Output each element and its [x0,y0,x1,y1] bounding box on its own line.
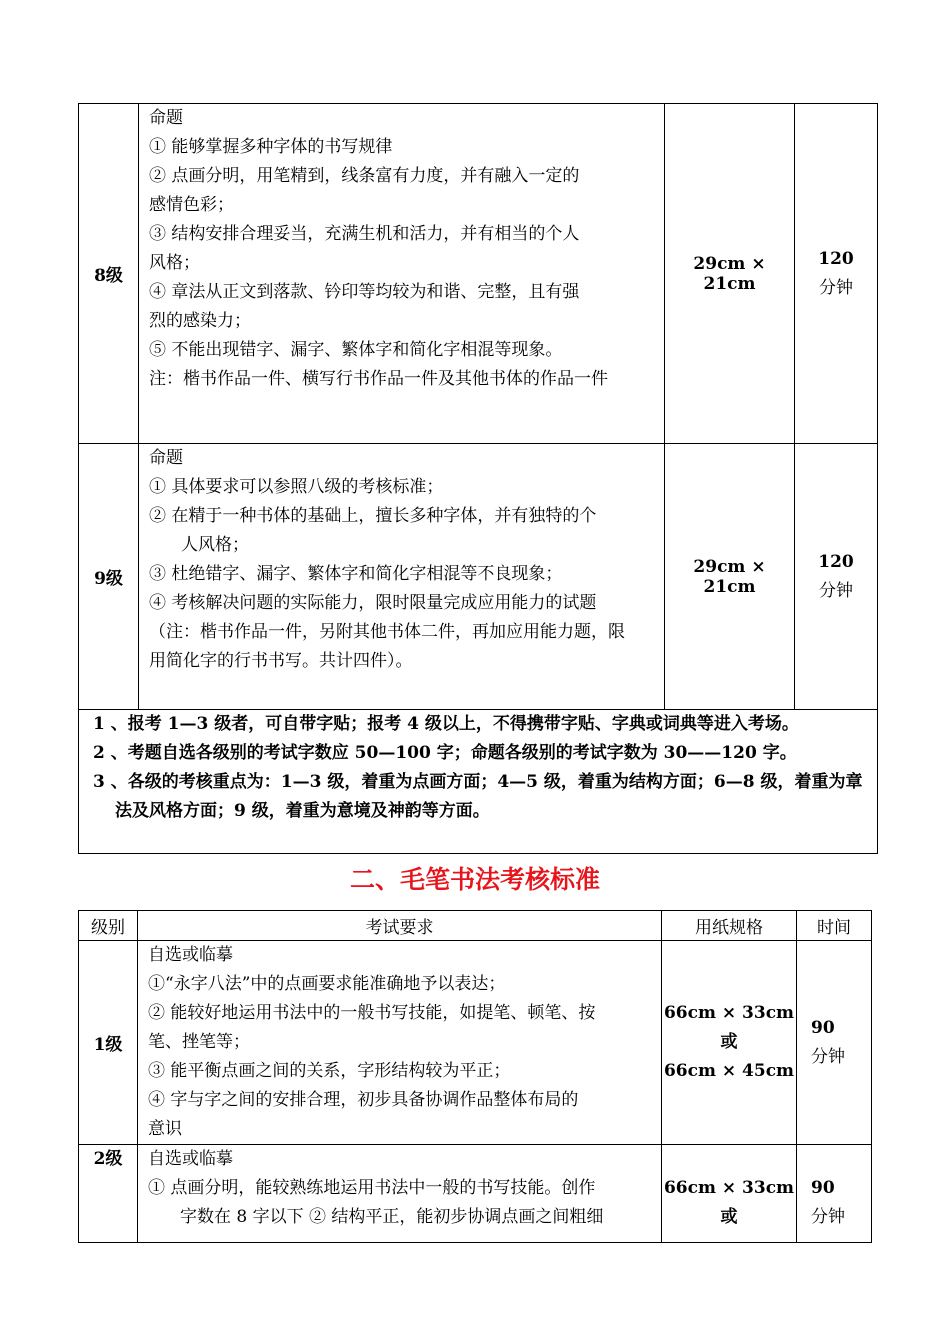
header-time: 时间 [797,911,872,941]
req-line: ④ 字与字之间的安排合理，初步具备协调作品整体布局的 [148,1090,579,1110]
level-cell: 8级 [79,104,139,444]
requirements-cell [138,1145,662,1243]
level-cell: 9级 [79,444,139,710]
note-line: 2 、考题自选各级别的考试字数应 50—100 字；命题各级别的考试字数为 30——120 字。 [93,743,797,763]
table-row-level-9 [79,444,878,710]
requirements-cell [139,444,665,710]
req-line: 烈的感染力； [149,311,251,331]
notes-row [79,710,878,854]
header-requirements: 考试要求 [138,911,662,941]
paper-size-line: 66cm × 33cm [663,1003,795,1023]
time-cell [795,104,878,444]
table-row-level-1 [79,941,872,1145]
time-unit: 分钟 [811,1207,845,1227]
req-line: 命题 [149,108,183,128]
req-line: ① 具体要求可以参照八级的考核标准； [149,477,444,497]
time-unit: 分钟 [819,277,853,298]
level-cell: 1级 [79,941,138,1145]
req-line: 风格； [149,253,200,273]
time-unit: 分钟 [819,580,853,601]
req-line: ③ 能平衡点画之间的关系，字形结构较为平正； [148,1061,511,1081]
header-paper-size: 用纸规格 [662,911,797,941]
req-line: 字数在 8 字以下 ② 结构平正，能初步协调点画之间粗细 [180,1207,604,1227]
req-line: ① 能够掌握多种字体的书写规律 [149,137,393,157]
req-line: 注：楷书作品一件、横写行书作品一件及其他书体的作品一件 [149,369,608,389]
req-line: 自选或临摹 [148,945,233,965]
paper-size-cell: 29cm × 21cm [665,104,795,444]
note-line: 法及风格方面；9 级，着重为意境及神韵等方面。 [115,801,490,821]
level-cell: 2级 [79,1145,138,1243]
paper-size-line: 或 [720,1032,738,1052]
header-level: 级别 [79,911,138,941]
req-line: 用简化字的行书书写。共计四件）。 [149,651,413,671]
time-value: 120 [818,551,854,572]
req-line: （注：楷书作品一件，另附其他书体二件，再加应用能力题，限 [149,622,625,642]
req-line: ⑤ 不能出现错字、漏字、繁体字和简化字相混等现象。 [149,340,563,360]
time-cell [797,1145,872,1243]
time-value: 90 [811,1178,835,1198]
paper-size-line: 66cm × 33cm [663,1178,795,1198]
time-unit: 分钟 [811,1046,845,1067]
brush-calligraphy-table [78,910,872,1243]
paper-size-line: 66cm × 45cm [663,1061,795,1081]
time-cell [795,444,878,710]
req-line: ② 在精于一种书体的基础上，擅长多种字体，并有独特的个 [149,506,597,526]
req-line: ③ 杜绝错字、漏字、繁体字和简化字相混等不良现象； [149,564,563,584]
req-line: 人风格； [181,535,249,555]
time-value: 120 [818,248,854,269]
table-header-row [79,911,872,941]
req-line: ② 点画分明，用笔精到，线条富有力度，并有融入一定的 [149,166,580,186]
req-line: 笔、挫笔等； [148,1032,250,1052]
paper-size-line: 或 [720,1207,738,1227]
req-line: ③ 结构安排合理妥当，充满生机和活力，并有相当的个人 [149,224,580,244]
paper-size-cell: 29cm × 21cm [665,444,795,710]
req-line: ① 点画分明，能较熟练地运用书法中一般的书写技能。创作 [148,1178,596,1198]
req-line: 命题 [149,448,183,468]
section-title: 二、毛笔书法考核标准 [349,865,600,894]
note-line: 1 、报考 1—3 级者，可自带字贴；报考 4 级以上，不得携带字贴、字典或词典等进入考场。 [93,714,799,734]
requirements-cell [138,941,662,1145]
req-line: ② 能较好地运用书法中的一般书写技能，如提笔、顿笔、按 [148,1003,596,1023]
notes-cell [79,710,878,854]
table-row-level-2 [79,1145,872,1243]
paper-size-cell [662,1145,797,1243]
exam-table-continued [78,103,878,854]
req-line: 意识 [148,1119,182,1139]
requirements-cell [139,104,665,444]
req-line: ④ 考核解决问题的实际能力，限时限量完成应用能力的试题 [149,593,597,613]
note-line: 3 、各级的考核重点为：1—3 级，着重为点画方面；4—5 级，着重为结构方面；6—8 级，着重为章 [93,772,863,792]
table-row-level-8 [79,104,878,444]
paper-size-cell [662,941,797,1145]
req-line: 自选或临摹 [148,1149,233,1169]
time-value: 90 [811,1017,835,1038]
time-cell [797,941,872,1145]
req-line: ④ 章法从正文到落款、钤印等均较为和谐、完整，且有强 [149,282,580,302]
req-line: ①“永字八法”中的点画要求能准确地予以表达； [148,974,506,994]
req-line: 感情色彩； [149,195,234,215]
